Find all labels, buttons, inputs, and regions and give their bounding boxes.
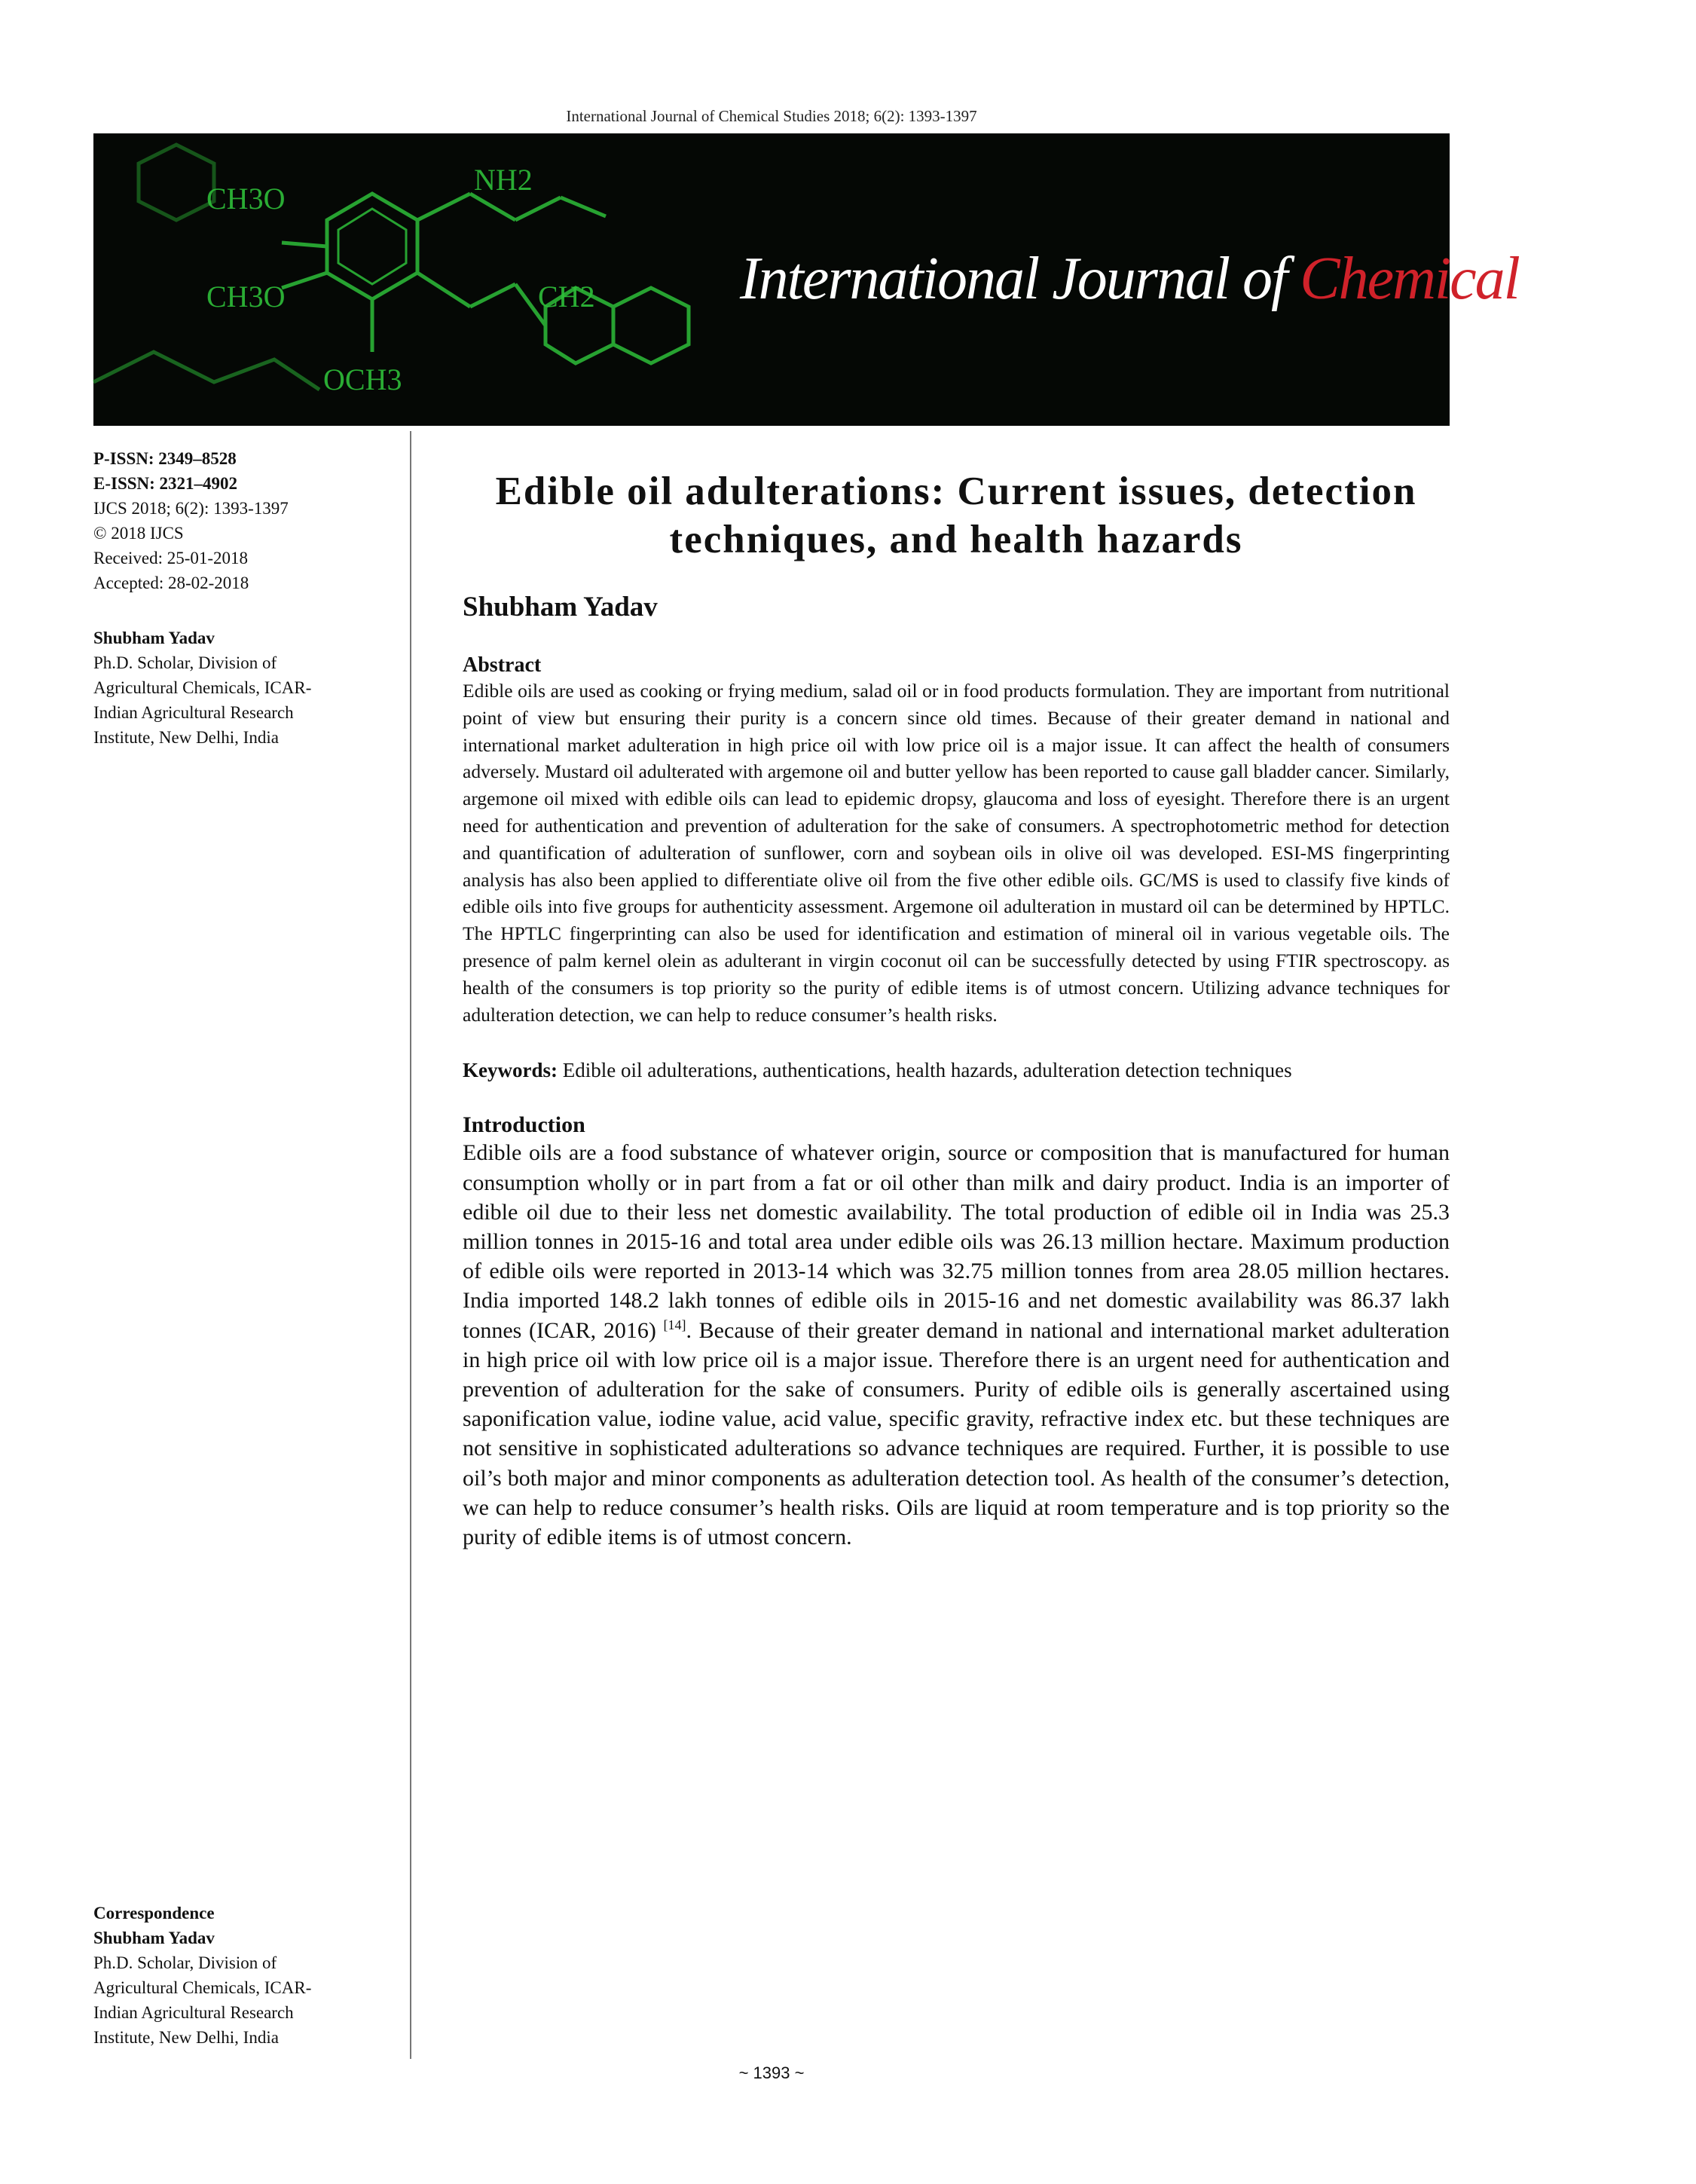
molecule-label: NH2 [474,163,533,197]
copyright: © 2018 IJCS [93,524,184,543]
abstract-text: Edible oils are used as cooking or frying medium, salad oil or in food products formulation. They are important from nutritional point of view but ensuring their purity is a concern since old times. Because of their greater demand in national and international market adulteration in high price oil with low price oil is a major issue. It can affect the health of consumers adversely. Mustard oil adulterated with argemone oil and butter yellow has been reported to cause gall bladder cancer. Similarly, argemone oil mixed with edible oils can lead to epidemic dropsy, glaucoma and loss of eyesight. Therefore there is an urgent need for authentication and prevention of adulteration for the sake of consumers. A spectrophotometric method for detection and quantification of adulteration of sunflower, corn and soybean oils in olive oil was developed. ESI-MS fingerprinting analysis has also been applied to differentiate olive oil from the five other edible oils. GC/MS is used to classify five kinds of edible oils into five groups for authenticity assessment. Argemone oil adulteration in mustard oil can be determined by HPTLC. The HPTLC fingerprinting can also be used for identification and estimation of mineral oil in various vegetable oils. The presence of palm kernel olein as adulterant in virgin coconut oil can be successfully detected by using FTIR spectroscopy. as health of the consumers is top priority so the purity of edible items is of utmost concern. Utilizing advance techniques for adulteration detection, we can help to reduce consumer’s health risks. [463,680,1450,1026]
received-date: Received: 25-01-2018 [93,549,249,567]
molecule-label: CH3O [206,182,286,216]
article-info-sidebar [93,446,395,750]
journal-title-accent: Chemical [1300,246,1519,312]
journal-title-part2: Studies [1518,246,1696,312]
correspondence-affiliation-line: Ph.D. Scholar, Division of [93,1953,277,1972]
keywords-text: Edible oil adulterations, authentications, health hazards, adulteration detection techniques [557,1059,1292,1082]
accepted-date: Accepted: 28-02-2018 [93,574,249,592]
introduction-text-part1: Edible oils are a food substance of whatever origin, source or composition that is manufactured for human consumption wholly or in part from a fat or oil other than milk and dairy product. India is an importer of edible oil due to their less net domestic availability. The total production of edible oil in India was 25.3 million tonnes in 2015-16 and total area under edible oils was 26.13 million hectare. Maximum production of edible oils were reported in 2013-14 which was 32.75 million tonnes from area 28.05 million hectares. India imported 148.2 lakh tonnes of edible oils in 2015-16 and net domestic availability was 86.37 lakh tonnes (ICAR, 2016) [463,1140,1450,1343]
correspondence-affiliation-line: Indian Agricultural Research [93,2003,294,2022]
column-divider [410,431,411,2059]
page-number: ~ 1393 ~ [738,2063,805,2082]
sidebar-affiliation-line: Ph.D. Scholar, Division of [93,653,277,672]
article-main [463,467,1450,1552]
molecule-label: CH3O [206,280,286,314]
journal-banner [93,133,1696,426]
citation-ref[interactable]: [14] [663,1317,686,1332]
sidebar-affiliation-line: Indian Agricultural Research [93,703,294,722]
ijcs-citation: IJCS 2018; 6(2): 1393-1397 [93,499,289,518]
molecule-label: OCH3 [323,362,402,396]
running-head: International Journal of Chemical Studies 2018; 6(2): 1393-1397 [566,107,977,125]
introduction-heading: Introduction [463,1112,585,1138]
sidebar-author-name: Shubham Yadav [93,629,215,647]
correspondence-block [93,1901,395,2050]
article-title: Edible oil adulterations: Current issues, detection techniques, and health hazards [495,470,1417,561]
introduction-text [463,1138,1450,1552]
keywords [463,1057,1450,1084]
correspondence-name: Shubham Yadav [93,1929,215,1947]
article-author: Shubham Yadav [463,592,658,622]
abstract-heading: Abstract [463,653,542,677]
keywords-label: Keywords: [463,1059,558,1082]
molecule-label: CH2 [538,280,595,314]
correspondence-affiliation-line: Institute, New Delhi, India [93,2028,279,2047]
eissn: E-ISSN: 2321–4902 [93,474,238,493]
journal-title [740,245,1696,314]
introduction-text-part2: . Because of their greater demand in national and international market adulteration in high price oil with low price oil is a major issue. Therefore there is an urgent need for authentication and prevention of adulteration for the sake of consumers. Purity of edible oils is generally ascertained using saponification value, iodine value, acid value, specific gravity, refractive index etc. but these techniques are not sensitive in sophisticated adulterations so advance techniques are required. Further, it is possible to use oil’s both major and minor components as adulteration detection tool. As health of the consumer’s detection, we can help to reduce consumer’s health risks. Oils are liquid at room temperature and is top priority so the purity of edible items is of utmost concern. [463,1317,1450,1549]
sidebar-affiliation-line: Agricultural Chemicals, ICAR- [93,678,312,697]
correspondence-affiliation-line: Agricultural Chemicals, ICAR- [93,1978,312,1997]
correspondence-label: Correspondence [93,1904,215,1922]
pissn: P-ISSN: 2349–8528 [93,449,237,468]
journal-title-part1: International Journal of [740,246,1300,312]
sidebar-affiliation-line: Institute, New Delhi, India [93,728,279,747]
